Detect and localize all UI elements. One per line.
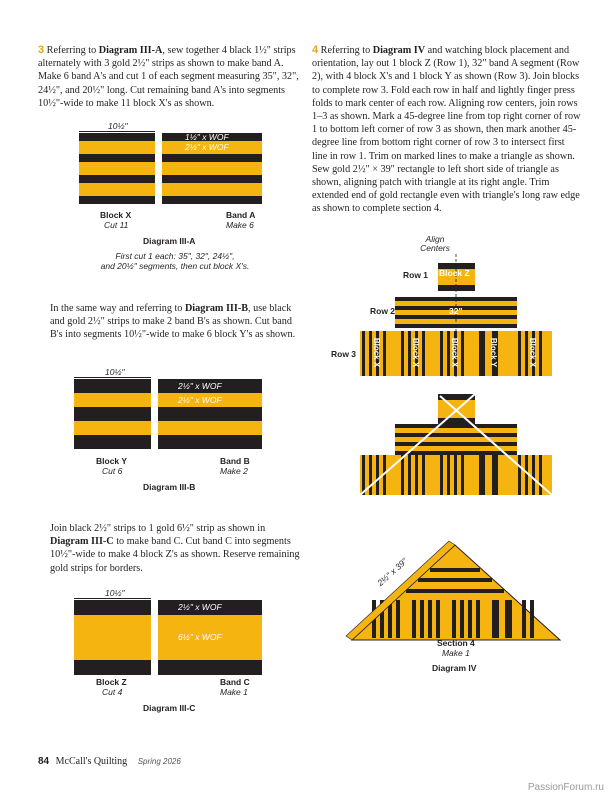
- block-y-label: Block Y Cut 6: [96, 456, 128, 476]
- rectangle-size-label: 2½" x 39": [375, 556, 409, 588]
- section-4-label: Section 4 Make 1: [437, 638, 475, 658]
- paragraph-band-b: In the same way and referring to Diagram III-B, use black and gold 2½" strips to make 2 band B's as shown. Cut band B's into segments 10½"-wide to make 6 block Y's as shown.: [50, 303, 296, 341]
- diagram-reference: Diagram III-B: [184, 303, 249, 314]
- block-z-tag: Block Z: [439, 268, 470, 278]
- diagram-reference: Diagram III-A: [98, 45, 163, 56]
- diagram-caption: Diagram IV: [432, 663, 477, 673]
- diagram-caption: Diagram III-A: [143, 236, 196, 246]
- diagram-reference: Diagram III-C: [50, 536, 114, 548]
- paragraph-band-c: Join black 2½" strips to 1 gold 6½" strip as shown in Diagram III-C to make band C. Cut band C into segments 10½"-wide to make 4 block Z's as shown. Reserve remaining gold strips for borders.: [50, 523, 300, 574]
- strip-label: 1½" x WOF: [185, 132, 229, 142]
- block-x-label: Block X Cut 11: [100, 210, 132, 230]
- issue-label: Spring 2026: [137, 757, 181, 766]
- diagram-reference: Diagram IV: [372, 45, 426, 56]
- row-3-block-label: Block X: [450, 337, 460, 368]
- row-2-label: Row 2: [370, 306, 396, 316]
- magazine-title: McCall's Quilting: [55, 756, 128, 767]
- band-length-tag: 32": [449, 306, 463, 316]
- row-3-block-label: Block X: [372, 337, 382, 368]
- row-1-label: Row 1: [403, 270, 429, 280]
- dimension-label: 10½": [105, 367, 125, 377]
- strip-label: 2½" x WOF: [185, 142, 229, 152]
- row-3-block-label: Block Y: [489, 337, 499, 368]
- align-centers-label: Align Centers: [420, 234, 450, 253]
- diagram-caption: Diagram III-B: [143, 482, 196, 492]
- dimension-label: 10½": [108, 121, 128, 131]
- step-number: 3: [38, 44, 45, 56]
- diagram-caption: Diagram III-C: [143, 703, 196, 713]
- strip-label: 2½" x WOF: [178, 381, 222, 391]
- band-b-label: Band B Make 2: [220, 456, 250, 476]
- strip-label: 2½" x WOF: [178, 602, 222, 612]
- strip-label: 2½" x WOF: [178, 395, 222, 405]
- cutting-note: First cut 1 each: 35", 32", 24½", and 20½" segments, then cut block X's.: [100, 251, 250, 271]
- band-a-label: Band A Make 6: [226, 210, 256, 230]
- row-3-label: Row 3: [331, 349, 357, 359]
- step-4-text: 4 Referring to Diagram IV and watching block placement and orientation, lay out 1 block Z (Row 1), 32" band A segment (Row 2), with 4 block X's and 1 block Y as shown (Row 3). Join blocks to complete row 3. Fold each row in half and lightly finger press folds to mark center of each row. Aligning row centers, join rows 1–3 as shown. Mark a 45-degree line from top right corner of row 1 to bottom left corner of row 3 as shown, then mark another 45-degree line from bottom right corner of row 3 to intersect first line in row 1. Trim on marked lines to make a triangle as shown. Sew gold 2½" × 39" rectangle to left short side of triangle as shown, aligning patch with triangle at its right angle. Trim extended end of gold rectangle even with triangle's long raw edge as shown to complete section 4.: [312, 44, 581, 215]
- page-footer: [38, 756, 181, 767]
- step-number: 4: [312, 44, 319, 56]
- dimension-label: 10½": [105, 588, 125, 598]
- row-3-block-label: Block X: [411, 337, 421, 368]
- row-3-block-label: Block X: [528, 337, 538, 368]
- watermark: PassionForum.ru: [527, 782, 604, 793]
- strip-label: 6½" x WOF: [178, 632, 222, 642]
- step-3-text: 3 Referring to Diagram III-A, sew together 4 black 1½" strips alternately with 3 gold 2½" strips as shown to make band A. Make 6 band A's and cut 1 of each segment measuring 35", 32", 24½", and 20½" long. Cut remaining band A's into segments 10½"-wide to make 11 block X's as shown.: [38, 44, 299, 109]
- band-c-label: Band C Make 1: [220, 677, 250, 697]
- page-number: 84: [38, 756, 50, 767]
- block-z-label: Block Z Cut 4: [96, 677, 127, 697]
